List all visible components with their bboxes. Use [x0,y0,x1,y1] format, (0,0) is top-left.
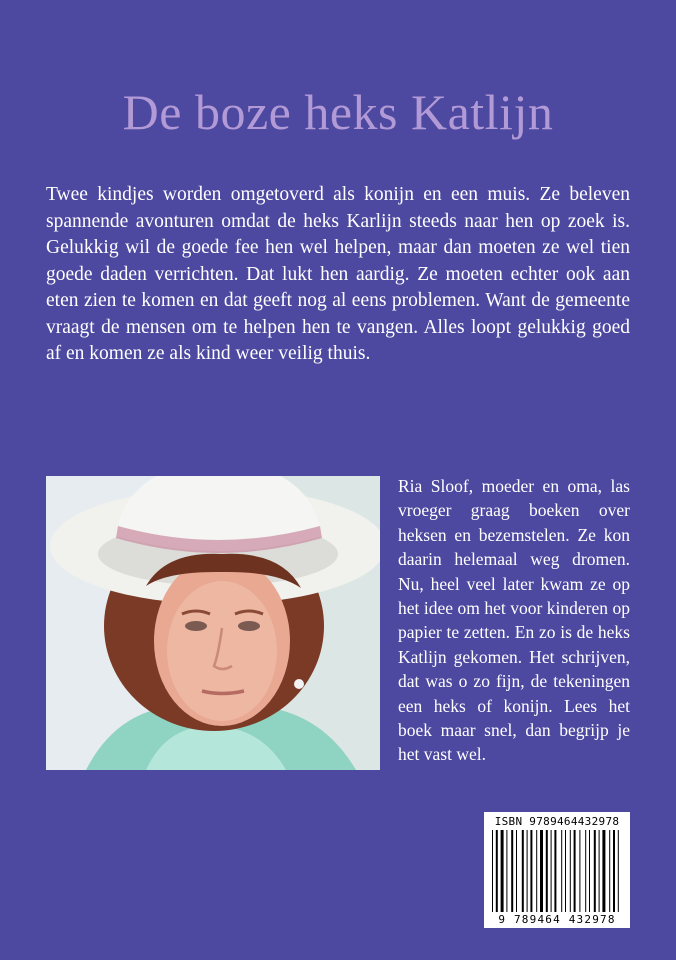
blurb-text: Twee kindjes worden omgetoverd als konijn en een muis. Ze beleven spannende avonturen omdat de heks Karlijn steeds naar hen op zoek is. Gelukkig wil de goede fee hen wel helpen, maar dan moeten ze wel tien goede daden verrichten. Dat lukt hen aardig. Ze moeten echter ook aan eten zien te komen en dat geeft nog al eens problemen. Want de gemeente vraagt de mensen om te helpen hen te vangen. Alles loopt gelukkig goed af en komen ze als kind weer veilig thuis. [46,184,630,364]
isbn-label: ISBN 9789464432978 [494,815,620,828]
isbn-barcode [484,812,630,928]
author-photo [46,476,380,770]
book-title: De boze heks Katlijn [122,84,554,140]
author-bio: Ria Sloof, moeder en oma, las vroeger graag boeken over heksen en bezemstelen. Ze kon daarin helemaal weg dromen. Nu, heel veel later kwam ze op het idee om het voor kinderen op papier te zetten. En zo is de heks Katlijn gekomen. Het schrijven, dat was o zo fijn, de tekeningen een heks of konijn. Lees het boek maar snel, dan begrijp je het vast wel. [398,476,630,765]
isbn-digits: 9 789464 432978 [498,913,616,926]
